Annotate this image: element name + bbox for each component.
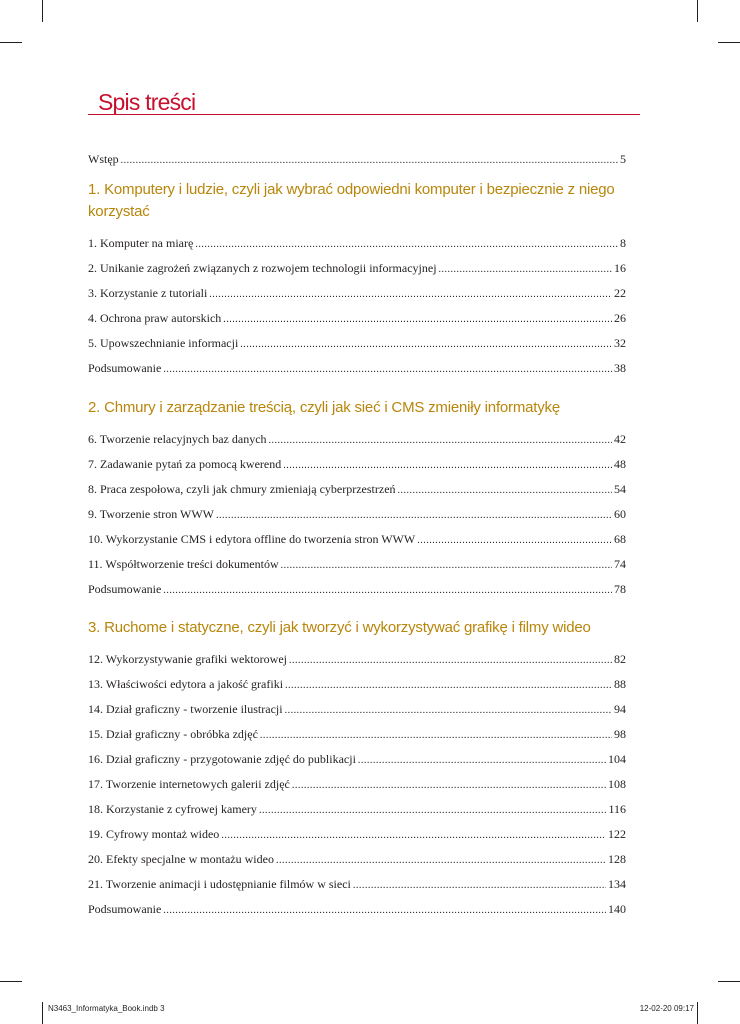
toc-entry[interactable] <box>88 285 626 301</box>
dot-leader <box>240 337 612 353</box>
toc-entry[interactable] <box>88 901 626 917</box>
crop-mark <box>0 42 22 43</box>
toc-entry-label: 1. Komputer na miarę <box>88 236 194 250</box>
toc-entry[interactable] <box>88 726 626 742</box>
toc-entry-label: 9. Tworzenie stron WWW <box>88 507 215 521</box>
crop-mark <box>697 0 698 22</box>
dot-leader <box>163 362 612 378</box>
toc-entry-page: 108 <box>608 777 626 791</box>
dot-leader <box>439 262 612 278</box>
toc-entry-label: Podsumowanie <box>88 902 162 916</box>
toc-entry-label: 14. Dział graficzny - tworzenie ilustracji <box>88 702 283 716</box>
chapter-heading-1[interactable]: 1. Komputery i ludzie, czyli jak wybrać odpowiedni komputer i bezpiecznie z niego korzystać <box>88 181 615 220</box>
toc-entry[interactable] <box>88 581 626 597</box>
toc-entry-page: 26 <box>614 311 626 325</box>
toc-entry-page: 8 <box>620 236 626 250</box>
toc-entry-page: 48 <box>614 457 626 471</box>
toc-entry-page: 74 <box>614 557 626 571</box>
dot-leader <box>163 903 606 919</box>
toc-entry-label: 3. Korzystanie z tutoriali <box>88 286 208 300</box>
toc-entry-label: 11. Współtworzenie treści dokumentów <box>88 557 279 571</box>
dot-leader <box>260 728 612 744</box>
toc-entry-label: Podsumowanie <box>88 361 162 375</box>
crop-mark <box>697 1002 698 1024</box>
toc-entry-label: 7. Zadawanie pytań za pomocą kwerend <box>88 457 282 471</box>
toc-entry-page: 98 <box>614 727 626 741</box>
toc-entry-label: 21. Tworzenie animacji i udostępnianie filmów w sieci <box>88 877 351 891</box>
toc-entry-label: 6. Tworzenie relacyjnych baz danych <box>88 432 267 446</box>
toc-entry-label: 10. Wykorzystanie CMS i edytora offline do tworzenia stron WWW <box>88 532 416 546</box>
toc-title-block <box>88 89 640 115</box>
toc-entry-page: 116 <box>608 802 626 816</box>
toc-entry-page: 60 <box>614 507 626 521</box>
dot-leader <box>289 653 612 669</box>
dot-leader <box>417 533 612 549</box>
toc-entry-page: 38 <box>614 361 626 375</box>
toc-entry-intro[interactable] <box>88 151 626 167</box>
dot-leader <box>223 312 612 328</box>
toc-entry[interactable] <box>88 360 626 376</box>
dot-leader <box>292 778 606 794</box>
toc-entry[interactable] <box>88 481 626 497</box>
toc-entry-page: 94 <box>614 702 626 716</box>
toc-entry[interactable] <box>88 310 626 326</box>
crop-mark <box>718 981 740 982</box>
footer-file-name: N3463_Informatyka_Book.indb 3 <box>48 1004 165 1013</box>
toc-entry[interactable] <box>88 506 626 522</box>
dot-leader <box>398 483 612 499</box>
toc-entry-label: Wstęp <box>88 152 119 166</box>
toc-entry-page: 78 <box>614 582 626 596</box>
toc-entry[interactable] <box>88 556 626 572</box>
toc-entry[interactable] <box>88 260 626 276</box>
dot-leader <box>283 458 612 474</box>
toc-entry-label: 4. Ochrona praw autorskich <box>88 311 222 325</box>
toc-entry[interactable] <box>88 531 626 547</box>
toc-entry-page: 140 <box>608 902 626 916</box>
toc-entry-label: 17. Tworzenie internetowych galerii zdjęć <box>88 777 290 791</box>
dot-leader <box>216 508 612 524</box>
toc-entry-page: 68 <box>614 532 626 546</box>
toc-entry[interactable] <box>88 335 626 351</box>
toc-entry-label: 12. Wykorzystywanie grafiki wektorowej <box>88 652 288 666</box>
toc-entry-label: 16. Dział graficzny - przygotowanie zdjęć do publikacji <box>88 752 356 766</box>
toc-entry-label: 18. Korzystanie z cyfrowej kamery <box>88 802 257 816</box>
toc-entry-page: 122 <box>608 827 626 841</box>
dot-leader <box>269 433 612 449</box>
toc-entry-page: 134 <box>608 877 626 891</box>
toc-entry-page: 104 <box>608 752 626 766</box>
dot-leader <box>259 803 607 819</box>
footer-datetime: 12-02-20 09:17 <box>639 1004 694 1013</box>
toc-entry[interactable] <box>88 431 626 447</box>
toc-entry-page: 88 <box>614 677 626 691</box>
chapter-heading-2[interactable]: 2. Chmury i zarządzanie treścią, czyli jak sieć i CMS zmieniły informatykę <box>88 399 561 416</box>
crop-mark <box>718 42 740 43</box>
toc-entry[interactable] <box>88 676 626 692</box>
dot-leader <box>195 237 618 253</box>
crop-mark <box>0 981 22 982</box>
toc-entry-page: 16 <box>614 261 626 275</box>
toc-entry-page: 22 <box>614 286 626 300</box>
dot-leader <box>281 558 612 574</box>
toc-entry-label: 5. Upowszechnianie informacji <box>88 336 239 350</box>
dot-leader <box>163 583 612 599</box>
toc-entry-page: 82 <box>614 652 626 666</box>
toc-entry-label: Podsumowanie <box>88 582 162 596</box>
toc-entry[interactable] <box>88 826 626 842</box>
dot-leader <box>276 853 606 869</box>
toc-entry[interactable] <box>88 851 626 867</box>
dot-leader <box>209 287 612 303</box>
toc-entry-label: 2. Unikanie zagrożeń związanych z rozwojem technologii informacyjnej <box>88 261 437 275</box>
toc-entry-page: 42 <box>614 432 626 446</box>
dot-leader <box>285 678 612 694</box>
crop-mark <box>42 0 43 22</box>
dot-leader <box>121 153 618 169</box>
toc-entry[interactable] <box>88 776 626 792</box>
toc-entry-page: 128 <box>608 852 626 866</box>
crop-mark <box>42 1002 43 1024</box>
toc-entry[interactable] <box>88 456 626 472</box>
dot-leader <box>353 878 606 894</box>
toc-entry-page: 54 <box>614 482 626 496</box>
toc-entry[interactable] <box>88 801 626 817</box>
dot-leader <box>285 703 612 719</box>
dot-leader <box>221 828 606 844</box>
toc-entry-page: 5 <box>620 152 626 166</box>
toc-entry[interactable] <box>88 235 626 251</box>
toc-entry-label: 8. Praca zespołowa, czyli jak chmury zmieniają cyberprzestrzeń <box>88 482 396 496</box>
chapter-heading-3[interactable]: 3. Ruchome i statyczne, czyli jak tworzyć i wykorzystywać grafikę i filmy wideo <box>88 619 591 636</box>
toc-entry[interactable] <box>88 651 626 667</box>
toc-entry[interactable] <box>88 751 626 767</box>
toc-entry-page: 32 <box>614 336 626 350</box>
toc-entry-label: 13. Właściwości edytora a jakość grafiki <box>88 677 284 691</box>
toc-entry[interactable] <box>88 701 626 717</box>
toc-entry[interactable] <box>88 876 626 892</box>
toc-entry-label: 20. Efekty specjalne w montażu wideo <box>88 852 274 866</box>
toc-entry-label: 15. Dział graficzny - obróbka zdjęć <box>88 727 258 741</box>
page-title: Spis treści <box>98 89 196 115</box>
dot-leader <box>358 753 606 769</box>
toc-entry-label: 19. Cyfrowy montaż wideo <box>88 827 220 841</box>
